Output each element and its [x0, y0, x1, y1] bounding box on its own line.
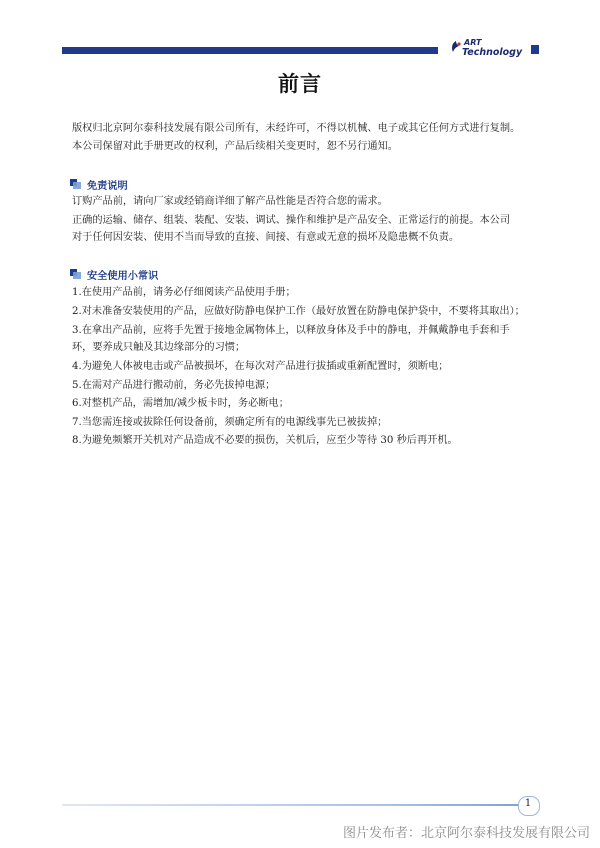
page-title: 前言: [278, 72, 322, 96]
safety-line-8: 8.为避免频繁开关机对产品造成不必要的损伤，关机后，应至少等待 30 秒后再开机。: [72, 435, 458, 446]
safety-line-3-cont: 环，要养成只触及其边缘部分的习惯；: [72, 342, 246, 353]
logo-text-art: ART: [464, 38, 482, 47]
header-bar: [62, 47, 438, 54]
safety-line-1: 1.在使用产品前，请务必仔细阅读产品使用手册；: [72, 287, 296, 298]
safety-heading: [70, 267, 158, 281]
disclaimer-line-2: 正确的运输、储存、组装、装配、安装、调试、操作和维护是产品安全、正常运行的前提。本公司: [72, 215, 511, 226]
safety-line-3: 3.在拿出产品前，应将手先置于接地金属物体上，以释放身体及手中的静电，并佩戴静电手套和手: [72, 325, 510, 336]
safety-heading-text: 安全使用小常识: [87, 270, 159, 282]
disclaimer-heading: [70, 177, 128, 191]
safety-line-4: 4.为避免人体被电击或产品被损坏，在每次对产品进行拔插或重新配置时，须断电；: [72, 361, 449, 372]
logo-text-technology: Technology: [462, 47, 523, 58]
safety-line-2: 2.对未准备安装使用的产品，应做好防静电保护工作（最好放置在防静电保护袋中，不要将其取出）；: [72, 306, 525, 317]
disclaimer-heading-text: 免责说明: [87, 180, 128, 192]
footer-rule: [62, 804, 518, 806]
art-technology-logo: [450, 38, 530, 60]
safety-line-7: 7.当您需连接或拔除任何设备前，须确定所有的电源线事先已被拔掉；: [72, 417, 388, 428]
header-square-mark: [531, 45, 539, 54]
disclaimer-line-1: 订购产品前，请向厂家或经销商详细了解产品性能是否符合您的需求。: [72, 196, 388, 207]
disclaimer-line-3: 对于任何因安装、使用不当而导致的直接、间接、有意或无意的损坏及隐患概不负责。: [72, 232, 460, 243]
safety-line-6: 6.对整机产品，需增加/减少板卡时，务必断电；: [72, 398, 289, 409]
intro-line-1: 版权归北京阿尔泰科技发展有限公司所有，未经许可，不得以机械、电子或其它任何方式进行复制。: [72, 123, 521, 134]
section-square-icon: [70, 269, 82, 280]
publisher-watermark: 图片发布者：北京阿尔泰科技发展有限公司: [342, 826, 590, 841]
page-number: 1: [524, 798, 532, 809]
intro-line-2: 本公司保留对此手册更改的权利，产品后续相关变更时，恕不另行通知。: [72, 141, 398, 152]
safety-line-5: 5.在需对产品进行搬动前，务必先拔掉电源；: [72, 380, 276, 391]
section-square-icon: [70, 179, 82, 190]
logo-mark-icon: [450, 40, 462, 54]
